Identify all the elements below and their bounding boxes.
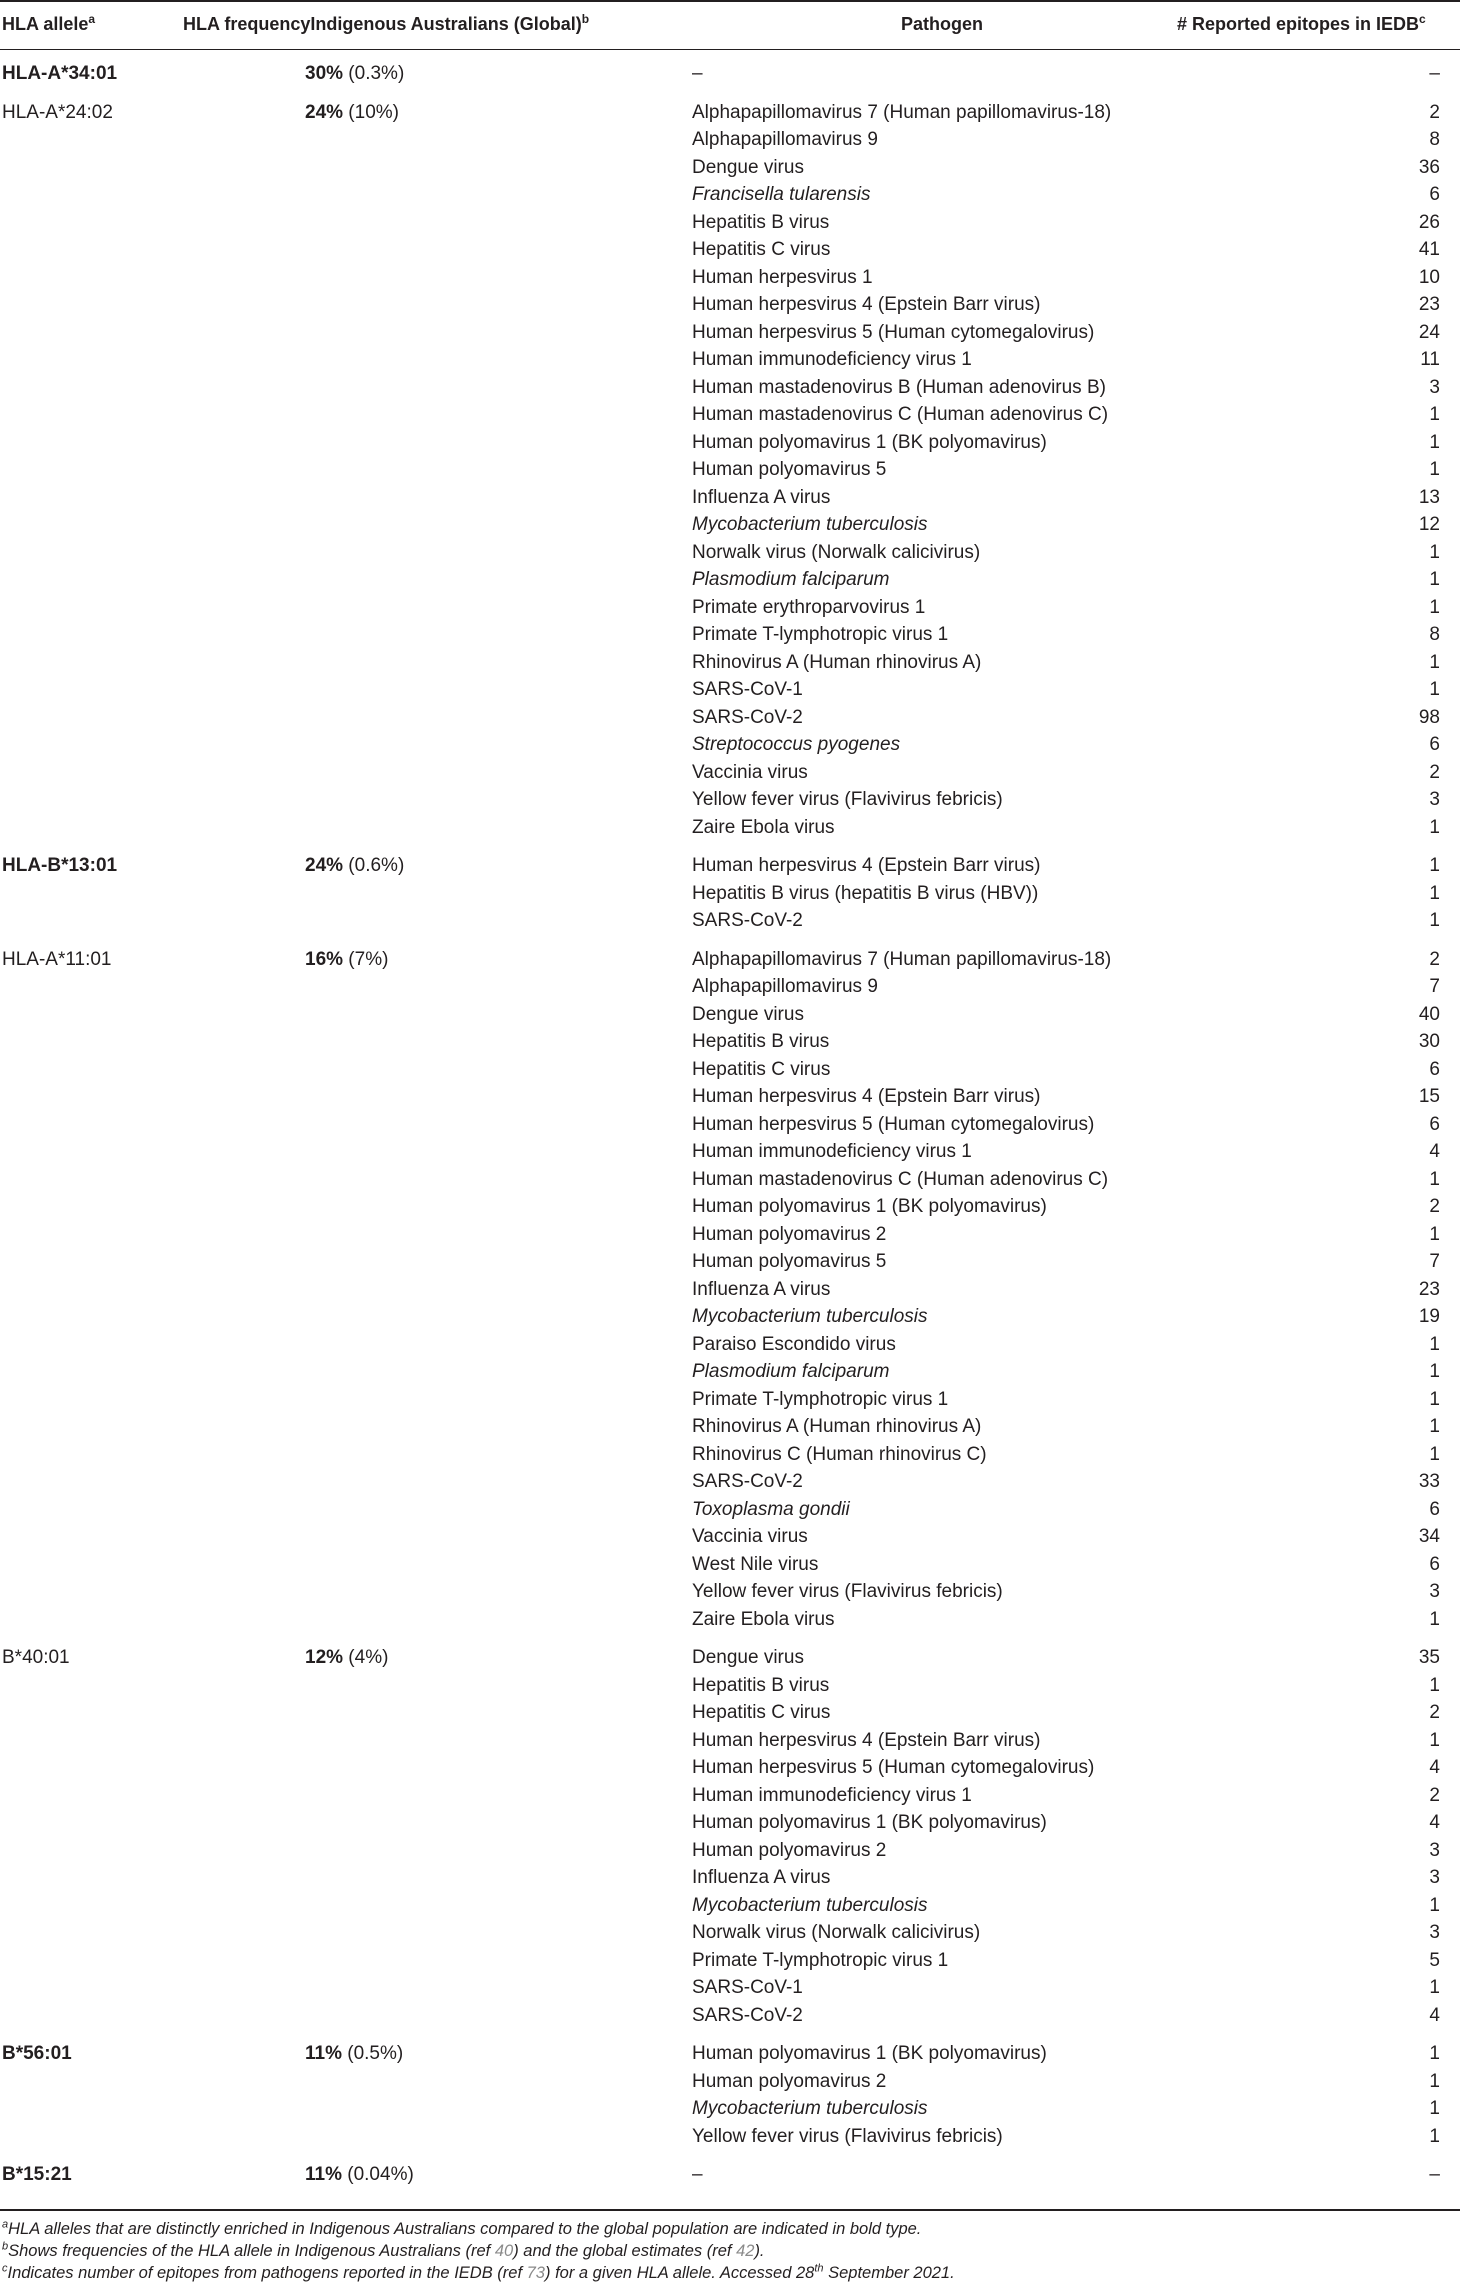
pathogen-row bbox=[692, 541, 1452, 569]
pathogen-row bbox=[692, 1976, 1452, 2004]
pathogen-row bbox=[692, 266, 1452, 294]
pathogen-row bbox=[692, 1415, 1452, 1443]
pathogen-name: Mycobacterium tuberculosis bbox=[692, 1894, 928, 1916]
pathogen-name: Rhinovirus C (Human rhinovirus C) bbox=[692, 1443, 987, 1465]
epitope-count: 2 bbox=[1429, 1702, 1440, 1723]
footnote-b-ref-link-2[interactable]: 42 bbox=[736, 2242, 755, 2260]
header-pathogen-label: Pathogen bbox=[901, 14, 984, 34]
pathogen-row bbox=[692, 2163, 1452, 2191]
epitope-count: 6 bbox=[1429, 1498, 1440, 1520]
pathogen-row bbox=[692, 854, 1452, 882]
pathogen-row bbox=[692, 62, 1452, 90]
pathogen-name: Yellow fever virus (Flavivirus febricis) bbox=[692, 1581, 1003, 1602]
pathogen-row bbox=[692, 1058, 1452, 1086]
epitope-count: 15 bbox=[1418, 1086, 1440, 1107]
pathogen-row bbox=[692, 403, 1452, 431]
pathogen-row bbox=[692, 1443, 1452, 1471]
pathogen-row bbox=[692, 1866, 1452, 1894]
epitope-count: 1 bbox=[1429, 404, 1440, 425]
footnote-b-text-1: Shows frequencies of the HLA allele in Indigenous Australians (ref bbox=[8, 2242, 495, 2260]
epitope-count: 6 bbox=[1429, 184, 1440, 205]
frequency-global: (10%) bbox=[343, 101, 399, 123]
pathogen-name: Human polyomavirus 2 bbox=[692, 1223, 887, 1245]
pathogen-row bbox=[692, 431, 1452, 459]
table-bottom-rule bbox=[0, 2209, 1460, 2211]
pathogen-row bbox=[692, 1646, 1452, 1674]
allele-name: B*40:01 bbox=[2, 1647, 70, 1668]
epitope-count: 7 bbox=[1429, 1251, 1440, 1272]
pathogen-name: Alphapapillomavirus 9 bbox=[692, 129, 878, 150]
epitope-count: 7 bbox=[1429, 976, 1440, 997]
epitope-count: 1 bbox=[1429, 1729, 1440, 1751]
pathogen-row bbox=[692, 568, 1452, 596]
pathogen-row bbox=[692, 486, 1452, 514]
epitope-count: 41 bbox=[1418, 239, 1440, 260]
pathogen-row bbox=[692, 1498, 1452, 1526]
epitope-count: 1 bbox=[1429, 1388, 1440, 1410]
allele-name: HLA-A*11:01 bbox=[2, 948, 112, 970]
footnote-c-mark: c bbox=[2, 2262, 8, 2275]
pathogen-name: Human immunodeficiency virus 1 bbox=[692, 349, 972, 370]
pathogen-row bbox=[692, 238, 1452, 266]
pathogen-row bbox=[692, 1140, 1452, 1168]
pathogen-name: Mycobacterium tuberculosis bbox=[692, 1306, 928, 1327]
frequency-indigenous: 16% bbox=[305, 948, 344, 970]
pathogen-name: Influenza A virus bbox=[692, 486, 831, 508]
pathogen-name: Human polyomavirus 2 bbox=[692, 2070, 887, 2092]
header-frequency bbox=[183, 14, 589, 35]
epitope-count: 12 bbox=[1418, 514, 1440, 535]
pathogen-row bbox=[692, 948, 1452, 976]
pathogen-list bbox=[692, 101, 1452, 844]
pathogen-name: Mycobacterium tuberculosis bbox=[692, 2098, 928, 2119]
pathogen-name: SARS-CoV-1 bbox=[692, 679, 803, 700]
epitope-count: 23 bbox=[1418, 294, 1440, 315]
pathogen-name: SARS-CoV-2 bbox=[692, 1471, 803, 1492]
epitope-count: 1 bbox=[1429, 651, 1440, 673]
pathogen-row bbox=[692, 882, 1452, 910]
pathogen-name: Hepatitis B virus bbox=[692, 1674, 830, 1696]
header-allele bbox=[2, 14, 95, 35]
header-allele-label: HLA allele bbox=[2, 14, 89, 34]
pathogen-name: Dengue virus bbox=[692, 156, 804, 178]
epitope-count: 4 bbox=[1429, 1812, 1440, 1833]
pathogen-row bbox=[692, 975, 1452, 1003]
pathogen-row bbox=[692, 128, 1452, 156]
epitope-count: 3 bbox=[1429, 1839, 1440, 1861]
pathogen-row bbox=[692, 1278, 1452, 1306]
pathogen-name: Hepatitis B virus (hepatitis B virus (HBV)) bbox=[692, 882, 1039, 904]
pathogen-name: Rhinovirus A (Human rhinovirus A) bbox=[692, 651, 982, 673]
pathogen-name: SARS-CoV-2 bbox=[692, 910, 803, 931]
epitope-count: 24 bbox=[1418, 321, 1440, 343]
epitope-count: 6 bbox=[1429, 1058, 1440, 1080]
pathogen-name: Rhinovirus A (Human rhinovirus A) bbox=[692, 1416, 982, 1437]
pathogen-row bbox=[692, 1305, 1452, 1333]
pathogen-list bbox=[692, 1646, 1452, 2031]
pathogen-row bbox=[692, 1030, 1452, 1058]
epitope-count: 8 bbox=[1429, 624, 1440, 645]
pathogen-row bbox=[692, 788, 1452, 816]
pathogen-row bbox=[692, 2042, 1452, 2070]
epitope-count: 1 bbox=[1429, 1977, 1440, 1998]
pathogen-name: Human herpesvirus 4 (Epstein Barr virus) bbox=[692, 1729, 1041, 1751]
pathogen-row bbox=[692, 1470, 1452, 1498]
pathogen-name: Primate T-lymphotropic virus 1 bbox=[692, 1388, 949, 1410]
pathogen-name: Dengue virus bbox=[692, 1003, 804, 1025]
epitope-count: 35 bbox=[1418, 1647, 1440, 1668]
epitope-count: 1 bbox=[1429, 569, 1440, 590]
epitope-count: 6 bbox=[1429, 734, 1440, 755]
frequency-indigenous: 30% bbox=[305, 63, 344, 84]
epitope-count: 1 bbox=[1429, 1894, 1440, 1916]
epitope-count: 1 bbox=[1429, 2125, 1440, 2147]
pathogen-name: Norwalk virus (Norwalk calicivirus) bbox=[692, 1922, 981, 1943]
pathogen-name: SARS-CoV-2 bbox=[692, 706, 803, 728]
allele-frequency bbox=[305, 854, 404, 878]
frequency-indigenous: 12% bbox=[305, 1647, 344, 1668]
footnotes bbox=[2, 2218, 1452, 2284]
epitope-count: 10 bbox=[1418, 266, 1440, 288]
epitope-count: 13 bbox=[1418, 486, 1440, 508]
epitope-count: 19 bbox=[1418, 1306, 1440, 1327]
pathogen-row bbox=[692, 651, 1452, 679]
frequency-global: (4%) bbox=[343, 1647, 389, 1668]
pathogen-row bbox=[692, 1580, 1452, 1608]
pathogen-list bbox=[692, 62, 1452, 90]
pathogen-row bbox=[692, 348, 1452, 376]
epitope-count: 3 bbox=[1429, 1581, 1440, 1602]
header-pathogen bbox=[901, 14, 983, 35]
pathogen-name: Human polyomavirus 5 bbox=[692, 459, 887, 480]
pathogen-row bbox=[692, 1921, 1452, 1949]
allele-name: HLA-A*34:01 bbox=[2, 63, 118, 84]
pathogen-name: Alphapapillomavirus 7 (Human papillomavirus-18) bbox=[692, 101, 1112, 123]
pathogen-row bbox=[692, 816, 1452, 844]
pathogen-name: – bbox=[692, 63, 703, 84]
epitope-count: 1 bbox=[1429, 459, 1440, 480]
pathogen-row bbox=[692, 2004, 1452, 2032]
epitope-count: 2 bbox=[1429, 1196, 1440, 1217]
epitope-count: 1 bbox=[1429, 541, 1440, 563]
epitope-count: 1 bbox=[1429, 855, 1440, 876]
pathogen-name: Primate T-lymphotropic virus 1 bbox=[692, 1949, 949, 1971]
header-frequency-label: HLA frequencyIndigenous Australians (Global) bbox=[183, 14, 582, 34]
footnote-c-text-1: Indicates number of epitopes from pathogens reported in the IEDB (ref bbox=[7, 2264, 527, 2282]
epitope-count: 1 bbox=[1429, 1443, 1440, 1465]
footnote-c-ref-link[interactable]: 73 bbox=[526, 2264, 545, 2282]
epitope-count: 1 bbox=[1429, 1223, 1440, 1245]
epitope-count: 40 bbox=[1418, 1003, 1440, 1025]
frequency-global: (0.5%) bbox=[341, 2043, 404, 2064]
footnote-c-ordinal: th bbox=[814, 2262, 824, 2275]
epitope-count: 2 bbox=[1429, 948, 1440, 970]
pathogen-name: Human polyomavirus 1 (BK polyomavirus) bbox=[692, 1196, 1047, 1217]
pathogen-name: Human polyomavirus 5 bbox=[692, 1251, 887, 1272]
footnote-a bbox=[2, 2218, 1452, 2240]
table-header bbox=[0, 0, 1460, 49]
pathogen-row bbox=[692, 1360, 1452, 1388]
epitope-count: 1 bbox=[1429, 679, 1440, 700]
epitope-count: 23 bbox=[1418, 1278, 1440, 1300]
pathogen-name: Plasmodium falciparum bbox=[692, 1361, 890, 1382]
frequency-global: (0.04%) bbox=[341, 2164, 414, 2185]
frequency-indigenous: 24% bbox=[305, 101, 344, 123]
footnote-b bbox=[2, 2240, 1452, 2262]
pathogen-name: Alphapapillomavirus 9 bbox=[692, 976, 878, 997]
allele-name: HLA-B*13:01 bbox=[2, 855, 118, 876]
pathogen-row bbox=[692, 761, 1452, 789]
allele-frequency bbox=[305, 948, 388, 972]
footnote-b-text-2: ) and the global estimates (ref bbox=[513, 2242, 737, 2260]
pathogen-name: Dengue virus bbox=[692, 1647, 804, 1668]
pathogen-name: SARS-CoV-2 bbox=[692, 2004, 803, 2026]
epitope-count: 2 bbox=[1429, 101, 1440, 123]
footnote-b-ref-link-1[interactable]: 40 bbox=[494, 2242, 514, 2260]
pathogen-name: Hepatitis C virus bbox=[692, 239, 831, 260]
header-epitopes bbox=[1177, 14, 1426, 35]
pathogen-name: Norwalk virus (Norwalk calicivirus) bbox=[692, 541, 981, 563]
frequency-global: (7%) bbox=[343, 948, 389, 970]
pathogen-name: Paraiso Escondido virus bbox=[692, 1333, 896, 1355]
epitope-count: 98 bbox=[1418, 706, 1440, 728]
allele-name: B*56:01 bbox=[2, 2043, 72, 2064]
epitope-count: 4 bbox=[1429, 1757, 1440, 1778]
pathogen-row bbox=[692, 1608, 1452, 1636]
epitope-count: 1 bbox=[1429, 2070, 1440, 2092]
frequency-indigenous: 24% bbox=[305, 855, 344, 876]
pathogen-list bbox=[692, 2042, 1452, 2152]
epitope-count: 4 bbox=[1429, 1141, 1440, 1162]
pathogen-row bbox=[692, 1701, 1452, 1729]
epitope-count: 3 bbox=[1429, 376, 1440, 398]
pathogen-name: Hepatitis C virus bbox=[692, 1058, 831, 1080]
footnote-c bbox=[2, 2262, 1452, 2284]
pathogen-name: Plasmodium falciparum bbox=[692, 569, 890, 590]
pathogen-name: Primate erythroparvovirus 1 bbox=[692, 596, 926, 618]
pathogen-row bbox=[692, 1784, 1452, 1812]
pathogen-list bbox=[692, 948, 1452, 1636]
allele-name: B*15:21 bbox=[2, 2164, 72, 2185]
pathogen-name: Influenza A virus bbox=[692, 1278, 831, 1300]
pathogen-name: Zaire Ebola virus bbox=[692, 816, 835, 838]
pathogen-row bbox=[692, 376, 1452, 404]
epitope-count: 3 bbox=[1429, 1867, 1440, 1888]
pathogen-name: Yellow fever virus (Flavivirus febricis) bbox=[692, 2125, 1003, 2147]
epitope-count: 5 bbox=[1429, 1949, 1440, 1971]
pathogen-row bbox=[692, 706, 1452, 734]
pathogen-list bbox=[692, 854, 1452, 937]
allele-frequency bbox=[305, 101, 399, 125]
epitope-count: 1 bbox=[1429, 2043, 1440, 2064]
epitope-count: 2 bbox=[1429, 1784, 1440, 1806]
pathogen-name: Vaccinia virus bbox=[692, 761, 808, 783]
pathogen-row bbox=[692, 1113, 1452, 1141]
pathogen-name: Human mastadenovirus C (Human adenovirus C) bbox=[692, 1168, 1109, 1190]
pathogen-row bbox=[692, 1553, 1452, 1581]
pathogen-row bbox=[692, 1388, 1452, 1416]
header-allele-sup: a bbox=[88, 12, 96, 26]
allele-name: HLA-A*24:02 bbox=[2, 101, 113, 123]
epitope-count: 1 bbox=[1429, 596, 1440, 618]
pathogen-name: Human herpesvirus 4 (Epstein Barr virus) bbox=[692, 855, 1041, 876]
epitope-count: 4 bbox=[1429, 2004, 1440, 2026]
epitope-count: 26 bbox=[1418, 211, 1440, 233]
pathogen-row bbox=[692, 2070, 1452, 2098]
pathogen-name: Human herpesvirus 1 bbox=[692, 266, 873, 288]
pathogen-row bbox=[692, 596, 1452, 624]
frequency-global: (0.6%) bbox=[343, 855, 405, 876]
allele-frequency bbox=[305, 62, 404, 86]
pathogen-name: Human mastadenovirus B (Human adenovirus B) bbox=[692, 376, 1106, 398]
pathogen-name: Vaccinia virus bbox=[692, 1526, 808, 1547]
pathogen-row bbox=[692, 678, 1452, 706]
frequency-global: (0.3%) bbox=[343, 63, 405, 84]
pathogen-name: Human herpesvirus 4 (Epstein Barr virus) bbox=[692, 294, 1041, 315]
pathogen-row bbox=[692, 1333, 1452, 1361]
footnote-c-text-3: September 2021. bbox=[823, 2264, 955, 2282]
pathogen-name: Human immunodeficiency virus 1 bbox=[692, 1141, 972, 1162]
pathogen-name: Hepatitis C virus bbox=[692, 1702, 831, 1723]
frequency-indigenous: 11% bbox=[305, 2043, 342, 2064]
epitope-count: – bbox=[1429, 63, 1440, 84]
pathogen-name: Human polyomavirus 1 (BK polyomavirus) bbox=[692, 431, 1047, 453]
pathogen-name: Human herpesvirus 5 (Human cytomegalovirus) bbox=[692, 321, 1095, 343]
allele-frequency bbox=[305, 2042, 403, 2066]
pathogen-row bbox=[692, 1085, 1452, 1113]
epitope-count: – bbox=[1429, 2164, 1440, 2185]
epitope-count: 34 bbox=[1418, 1526, 1440, 1547]
pathogen-row bbox=[692, 1756, 1452, 1784]
epitope-count: 1 bbox=[1429, 1674, 1440, 1696]
table-header-rule bbox=[0, 49, 1460, 50]
pathogen-name: Mycobacterium tuberculosis bbox=[692, 514, 928, 535]
pathogen-list bbox=[692, 2163, 1452, 2191]
pathogen-name: West Nile virus bbox=[692, 1553, 819, 1575]
pathogen-row bbox=[692, 2125, 1452, 2153]
epitope-count: 1 bbox=[1429, 1333, 1440, 1355]
epitope-count: 1 bbox=[1429, 2098, 1440, 2119]
pathogen-row bbox=[692, 1674, 1452, 1702]
pathogen-row bbox=[692, 211, 1452, 239]
pathogen-row bbox=[692, 513, 1452, 541]
pathogen-row bbox=[692, 623, 1452, 651]
footnote-a-mark: a bbox=[2, 2218, 9, 2231]
epitope-count: 11 bbox=[1420, 349, 1440, 370]
pathogen-row bbox=[692, 156, 1452, 184]
pathogen-name: SARS-CoV-1 bbox=[692, 1977, 803, 1998]
pathogen-name: Primate T-lymphotropic virus 1 bbox=[692, 624, 949, 645]
pathogen-row bbox=[692, 909, 1452, 937]
frequency-indigenous: 11% bbox=[305, 2164, 342, 2185]
pathogen-name: Human polyomavirus 2 bbox=[692, 1839, 887, 1861]
allele-frequency bbox=[305, 1646, 388, 1670]
epitope-count: 6 bbox=[1429, 1553, 1440, 1575]
epitope-count: 1 bbox=[1429, 431, 1440, 453]
epitope-count: 1 bbox=[1429, 882, 1440, 904]
epitope-count: 3 bbox=[1429, 1922, 1440, 1943]
pathogen-row bbox=[692, 101, 1452, 129]
pathogen-name: Human herpesvirus 5 (Human cytomegalovirus) bbox=[692, 1757, 1095, 1778]
epitope-count: 8 bbox=[1429, 129, 1440, 150]
pathogen-row bbox=[692, 321, 1452, 349]
epitope-count: 33 bbox=[1418, 1471, 1440, 1492]
pathogen-name: Human polyomavirus 1 (BK polyomavirus) bbox=[692, 1812, 1047, 1833]
pathogen-name: – bbox=[692, 2164, 703, 2185]
pathogen-row bbox=[692, 183, 1452, 211]
pathogen-name: Francisella tularensis bbox=[692, 184, 871, 205]
epitope-count: 1 bbox=[1429, 1416, 1440, 1437]
footnote-a-text: HLA alleles that are distinctly enriched in Indigenous Australians compared to the global population are indicated in bold type. bbox=[8, 2220, 922, 2238]
pathogen-name: Influenza A virus bbox=[692, 1867, 831, 1888]
pathogen-row bbox=[692, 1195, 1452, 1223]
pathogen-name: Human immunodeficiency virus 1 bbox=[692, 1784, 972, 1806]
pathogen-row bbox=[692, 293, 1452, 321]
pathogen-name: Yellow fever virus (Flavivirus febricis) bbox=[692, 789, 1003, 810]
pathogen-row bbox=[692, 1729, 1452, 1757]
allele-frequency bbox=[305, 2163, 414, 2187]
epitope-count: 1 bbox=[1429, 910, 1440, 931]
epitope-count: 1 bbox=[1429, 1168, 1440, 1190]
pathogen-name: Zaire Ebola virus bbox=[692, 1608, 835, 1630]
pathogen-name: Hepatitis B virus bbox=[692, 211, 830, 233]
pathogen-row bbox=[692, 1949, 1452, 1977]
pathogen-name: Toxoplasma gondii bbox=[692, 1498, 850, 1520]
header-epitopes-sup: c bbox=[1419, 12, 1426, 26]
footnote-b-mark: b bbox=[2, 2240, 9, 2253]
pathogen-name: Human polyomavirus 1 (BK polyomavirus) bbox=[692, 2043, 1047, 2064]
epitope-count: 1 bbox=[1429, 816, 1440, 838]
epitope-count: 1 bbox=[1429, 1361, 1440, 1382]
header-frequency-sup: b bbox=[581, 12, 590, 26]
epitope-count: 30 bbox=[1418, 1031, 1440, 1052]
pathogen-row bbox=[692, 1839, 1452, 1867]
header-epitopes-label: # Reported epitopes in IEDB bbox=[1177, 14, 1420, 34]
pathogen-row bbox=[692, 1525, 1452, 1553]
pathogen-name: Streptococcus pyogenes bbox=[692, 734, 901, 755]
epitope-count: 2 bbox=[1429, 761, 1440, 783]
epitope-count: 6 bbox=[1429, 1113, 1440, 1135]
pathogen-row bbox=[692, 1003, 1452, 1031]
pathogen-row bbox=[692, 2097, 1452, 2125]
pathogen-row bbox=[692, 733, 1452, 761]
footnote-b-text-3: ). bbox=[754, 2242, 765, 2260]
epitope-count: 1 bbox=[1429, 1608, 1440, 1630]
pathogen-row bbox=[692, 458, 1452, 486]
pathogen-row bbox=[692, 1811, 1452, 1839]
footnote-c-text-2: ) for a given HLA allele. Accessed 28 bbox=[544, 2264, 815, 2282]
pathogen-row bbox=[692, 1168, 1452, 1196]
pathogen-row bbox=[692, 1894, 1452, 1922]
pathogen-name: Alphapapillomavirus 7 (Human papillomavirus-18) bbox=[692, 948, 1112, 970]
pathogen-name: Human herpesvirus 5 (Human cytomegalovirus) bbox=[692, 1113, 1095, 1135]
pathogen-row bbox=[692, 1223, 1452, 1251]
epitope-count: 3 bbox=[1429, 789, 1440, 810]
pathogen-name: Human herpesvirus 4 (Epstein Barr virus) bbox=[692, 1086, 1041, 1107]
pathogen-name: Hepatitis B virus bbox=[692, 1031, 830, 1052]
epitope-count: 36 bbox=[1418, 156, 1440, 178]
pathogen-name: Human mastadenovirus C (Human adenovirus C) bbox=[692, 404, 1109, 425]
pathogen-row bbox=[692, 1250, 1452, 1278]
